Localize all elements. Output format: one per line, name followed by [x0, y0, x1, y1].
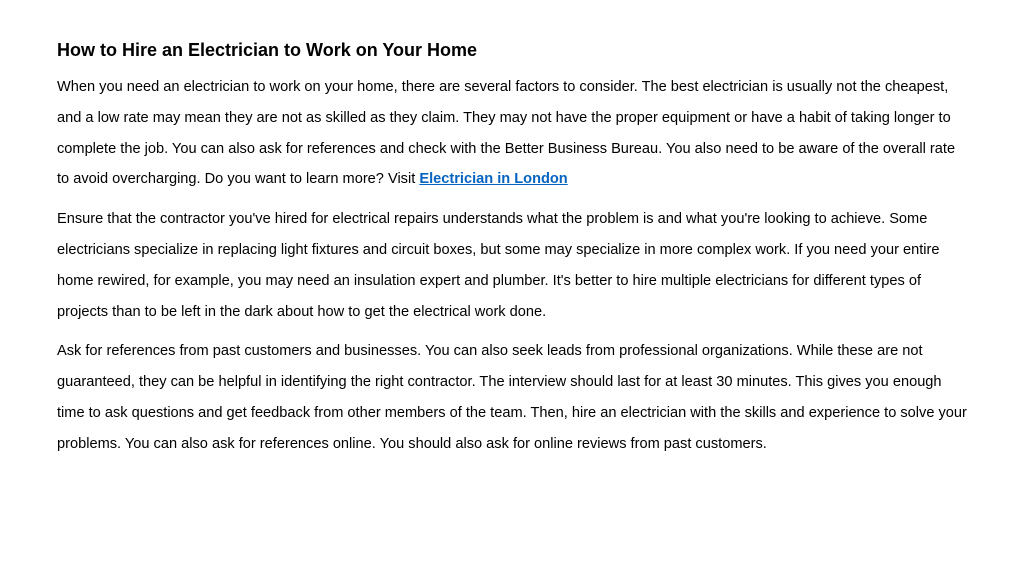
- paragraph-references: [57, 336, 968, 459]
- electrician-in-london-link[interactable]: Electrician in London: [419, 171, 568, 188]
- article-title: How to Hire an Electrician to Work on Your Home: [57, 40, 478, 60]
- paragraph-intro: [57, 72, 968, 195]
- paragraph-intro-text: When you need an electrician to work on your home, there are several factors to consider. The best electrician is usually not the cheapest, and a low rate may mean they are not as skilled as they claim. They may not have the proper equipment or have a habit of taking longer to complete the job. You can also ask for references and check with the Better Business Bureau. You also need to be aware of the overall rate to avoid overcharging. Do you want to learn more? Visit: [57, 79, 956, 188]
- paragraph-references-text: Ask for references from past customers and businesses. You can also seek leads from professional organizations. While these are not guaranteed, they can be helpful in identifying the right contractor. The interview should last for at least 30 minutes. This gives you enough time to ask questions and get feedback from other members of the team. Then, hire an electrician with the skills and experience to solve your problems. You can also ask for references online. You should also ask for online reviews from past customers.: [57, 343, 967, 452]
- paragraph-contractor-text: Ensure that the contractor you've hired for electrical repairs understands what the problem is and what you're looking to achieve. Some electricians specialize in replacing light fixtures and circuit boxes, but some may specialize in more complex work. If you need your entire home rewired, for example, you may need an insulation expert and plumber. It's better to hire multiple electricians for different types of projects than to be left in the dark about how to get the electrical work done.: [57, 211, 940, 320]
- paragraph-contractor: [57, 204, 968, 327]
